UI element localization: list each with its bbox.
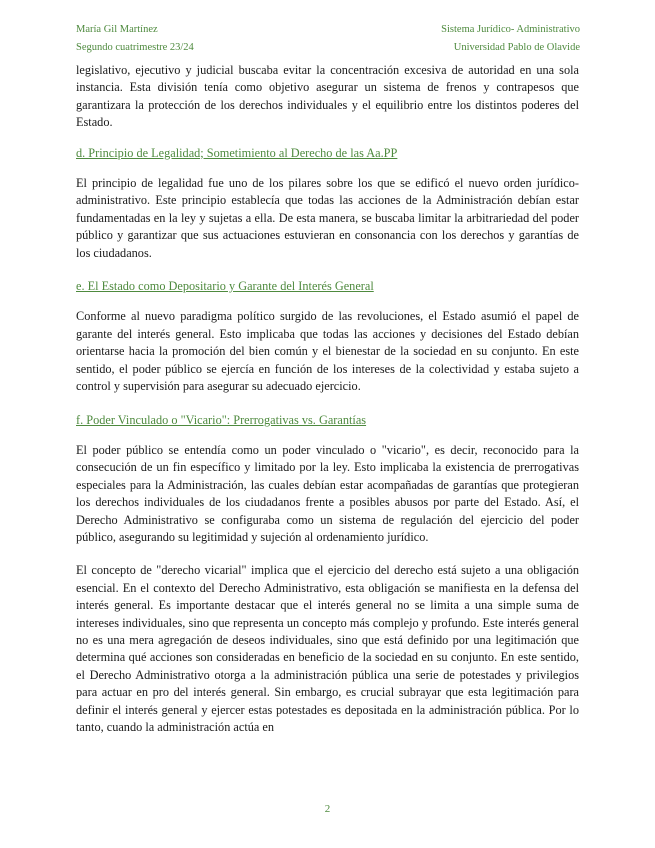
section-f-paragraph-1: El poder público se entendía como un poder vinculado o "vicario", es decir, reconocido para la consecución de un fin específico y limitado por la ley. Esto implicaba la existencia de prerrogativas especiales para la Administración, las cuales debían estar acompañadas de garantías que protegieran los derechos individuales de los ciudadanos frente a posibles abusos por parte del Estado. Así, el Derecho Administrativo se configuraba como un sistema de regulación del ejercicio del poder público, asegurando su legitimidad y sujeción al ordenamiento jurídico.: [76, 442, 579, 544]
section-e-paragraph: Conforme al nuevo paradigma político surgido de las revoluciones, el Estado asumió el papel de garante del interés general. Esto implicaba que todas las acciones y decisiones del Estado debían orientarse hacia la promoción del bien común y el bienestar de la sociedad en su conjunto. En este sentido, el poder público se ejercía en función de los intereses de la colectividad y estaba sujeto a control y supervisión para asegurar su adecuado ejercicio.: [76, 309, 579, 394]
section-f-paragraph-2: El concepto de "derecho vicarial" implica que el ejercicio del derecho está sujeto a una obligación esencial. En el contexto del Derecho Administrativo, esta obligación se manifiesta en la defensa del interés general. Es importante destacar que el interés general no se limita a una simple suma de intereses individuales, sino que representa un concepto más complejo y profundo. Este interés general no es una mera agregación de deseos individuales, sino que está definido por una legitimación que determina qué acciones son consideradas en beneficio de la sociedad en su conjunto. En este sentido, el Derecho Administrativo otorga a la administración pública una serie de potestades y privilegios para actuar en pro del interés general. Sin embargo, es crucial subrayar que esta legitimación para definir el interés general y ejercer estas potestades es depositada en la administración pública. Por lo tanto, cuando la administración actúa en: [76, 563, 579, 734]
section-e-heading: e. El Estado como Depositario y Garante del Interés General: [76, 279, 374, 294]
header-term: Segundo cuatrimestre 23/24: [76, 42, 194, 53]
page-number: 2: [324, 803, 331, 815]
section-d-heading: d. Principio de Legalidad; Sometimiento al Derecho de las Aa.PP: [76, 145, 398, 160]
section-d-paragraph: El principio de legalidad fue uno de los pilares sobre los que se edificó el nuevo orden jurídico-administrativo. Este principio establecía que todas las acciones de la Administración debían estar fundamentadas en la ley y sujetas a ella. De esta manera, se buscaba limitar la arbitrariedad del poder público y garantizar que sus actuaciones estuvieran en consonancia con los derechos y garantías de los ciudadanos.: [76, 176, 579, 260]
intro-paragraph: legislativo, ejecutivo y judicial buscaba evitar la concentración excesiva de autoridad en una sola instancia. Esta división tenía como objetivo asegurar un sistema de frenos y contrapesos que garantizara la protección de los derechos individuales y el equilibrio entre los distintos poderes del Estado.: [76, 63, 579, 130]
header-author: María Gil Martínez: [76, 24, 158, 35]
header-subject: Sistema Jurídico- Administrativo: [441, 24, 580, 35]
section-f-heading: f. Poder Vinculado o "Vicario": Prerrogativas vs. Garantías: [76, 412, 367, 427]
page-body: [76, 62, 579, 752]
header-university: Universidad Pablo de Olavide: [453, 42, 580, 53]
